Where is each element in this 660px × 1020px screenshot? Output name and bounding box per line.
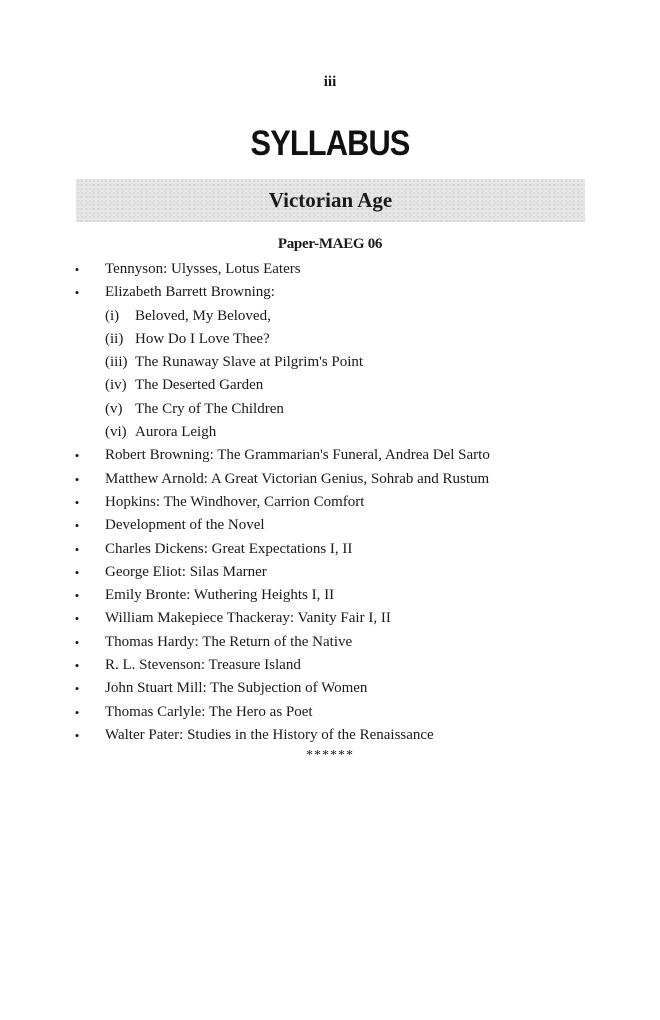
section-heading: Victorian Age: [268, 188, 393, 212]
list-item: [70, 631, 590, 654]
paper-code: Paper-MAEG 06: [277, 236, 383, 252]
list-item: [70, 258, 590, 281]
list-item-text: Thomas Carlyle: The Hero as Poet: [105, 703, 313, 720]
sub-item-number: (i): [105, 307, 120, 324]
bullet-icon: •: [74, 704, 80, 720]
list-item-text: Elizabeth Barrett Browning:: [105, 284, 275, 301]
list-item: [70, 281, 590, 304]
list-item-text: Matthew Arnold: A Great Victorian Genius, Sohrab and Rustum: [105, 470, 490, 487]
bullet-icon: •: [74, 471, 80, 487]
sub-item-number: (iii): [105, 354, 128, 371]
sub-list-item: [70, 328, 590, 351]
bullet-icon: •: [74, 494, 80, 510]
sub-list-item: [70, 305, 590, 328]
sub-item-number: (vi): [105, 424, 127, 441]
list-item-text: George Eliot: Silas Marner: [105, 563, 267, 580]
bullet-icon: •: [74, 518, 80, 534]
bullet-icon: •: [74, 634, 80, 650]
bullet-icon: •: [74, 541, 80, 557]
bullet-icon: •: [74, 611, 80, 627]
list-item: [70, 444, 590, 467]
sub-item-text: Beloved, My Beloved,: [135, 307, 271, 324]
sub-list-item: [70, 374, 590, 397]
bullet-icon: •: [74, 588, 80, 604]
bullet-icon: •: [74, 262, 80, 277]
list-item-text: William Makepiece Thackeray: Vanity Fair I, II: [105, 610, 391, 627]
list-item: [70, 561, 590, 584]
list-item: [70, 701, 590, 724]
list-item-text: Emily Bronte: Wuthering Heights I, II: [105, 587, 335, 604]
sub-item-number: (ii): [105, 330, 124, 347]
sub-item-number: (v): [105, 400, 123, 417]
list-item: [70, 724, 590, 747]
bullet-icon: •: [74, 727, 80, 743]
list-item: [70, 677, 590, 700]
list-item: [70, 654, 590, 677]
sub-list-item: [70, 421, 590, 444]
list-item: [70, 538, 590, 561]
list-item-text: Tennyson: Ulysses, Lotus Eaters: [105, 261, 301, 277]
sub-item-text: How Do I Love Thee?: [135, 330, 270, 347]
list-item-text: R. L. Stevenson: Treasure Island: [105, 657, 301, 674]
list-item-text: Thomas Hardy: The Return of the Native: [105, 633, 353, 650]
list-item-text: John Stuart Mill: The Subjection of Women: [105, 680, 368, 697]
list-item: [70, 514, 590, 537]
list-item: [70, 491, 590, 514]
sub-item-text: The Cry of The Children: [135, 400, 284, 417]
sub-item-text: The Deserted Garden: [135, 377, 264, 394]
list-item: [70, 607, 590, 630]
page-title: SYLLABUS: [250, 124, 410, 163]
list-item: [70, 468, 590, 491]
bullet-icon: •: [74, 448, 80, 464]
sub-item-text: The Runaway Slave at Pilgrim's Point: [135, 354, 364, 371]
syllabus-list: [70, 258, 590, 747]
sub-item-text: Aurora Leigh: [135, 424, 217, 441]
page-number: iii: [323, 74, 337, 90]
list-item-text: Development of the Novel: [105, 517, 265, 534]
bullet-icon: •: [74, 681, 80, 697]
list-item-text: Charles Dickens: Great Expectations I, II: [105, 540, 353, 557]
bullet-icon: •: [74, 564, 80, 580]
list-item-text: Hopkins: The Windhover, Carrion Comfort: [105, 493, 365, 510]
list-item: [70, 584, 590, 607]
sub-item-number: (iv): [105, 377, 127, 394]
section-banner: [76, 179, 585, 222]
sub-list-item: [70, 398, 590, 421]
end-mark: ******: [306, 748, 354, 763]
list-item-text: Robert Browning: The Grammarian's Funeral, Andrea Del Sarto: [105, 447, 490, 464]
list-item-text: Walter Pater: Studies in the History of the Renaissance: [105, 726, 434, 743]
sub-list-item: [70, 351, 590, 374]
bullet-icon: •: [74, 658, 80, 674]
bullet-icon: •: [74, 285, 80, 301]
